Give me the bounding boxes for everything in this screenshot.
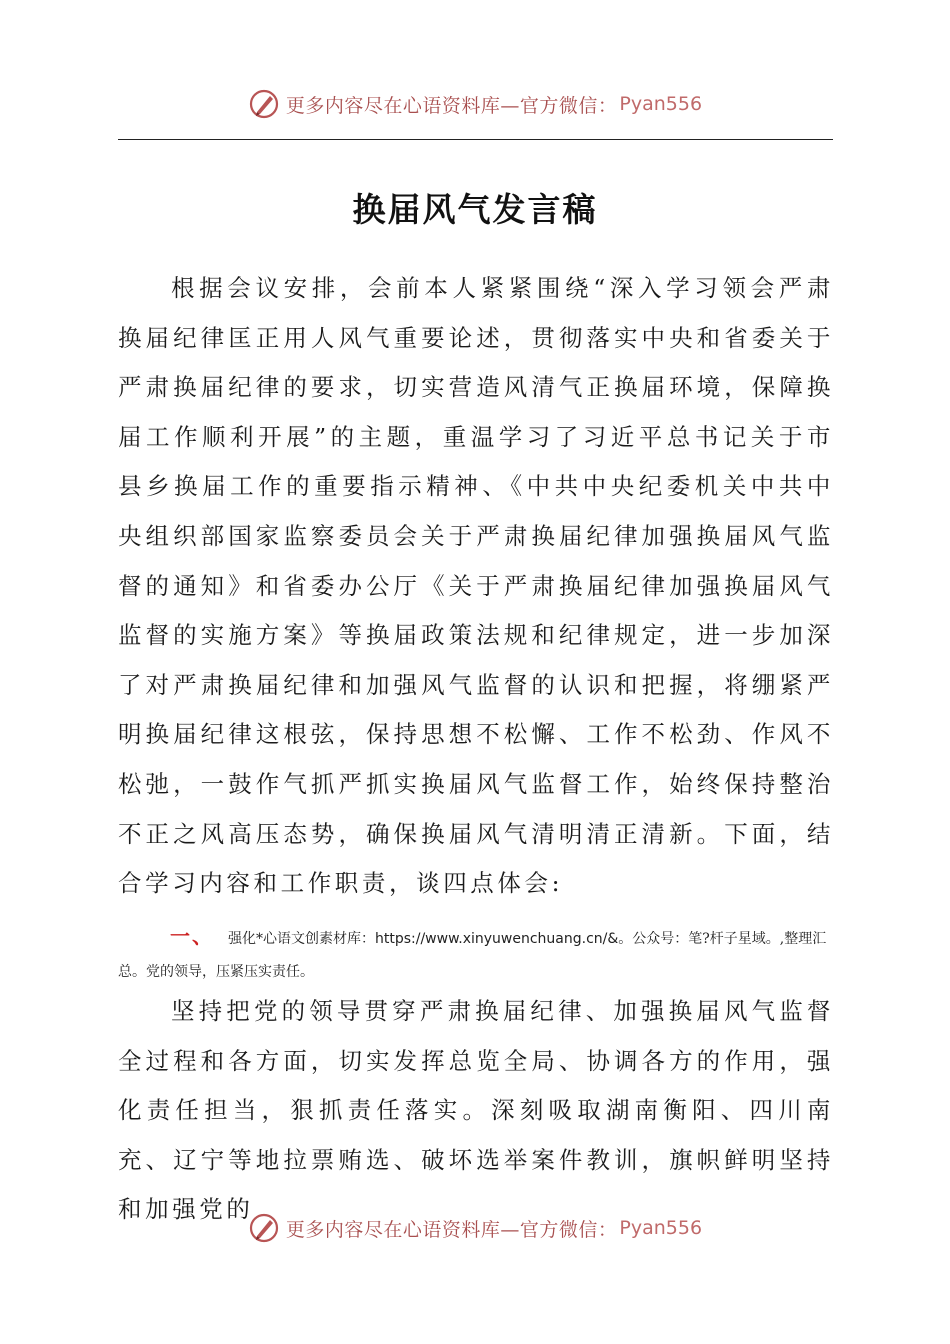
section-heading-url: https://www.xinyuwenchuang.cn/& (375, 931, 619, 947)
header-banner (0, 84, 950, 124)
paragraph-section-1: 坚持把党的领导贯穿严肃换届纪律、加强换届风气监督全过程和各方面，切实发挥总览全局、协调各方的作用，强化责任担当，狠抓责任落实。深刻吸取湖南衡阳、四川南充、辽宁等地拉票贿选、破坏选举案件教训，旗帜鲜明坚持和加强党的 (118, 997, 834, 1224)
pen-circle-icon (248, 88, 280, 120)
section-heading-text-b: 。公众号：笔?杆子星域。,整理汇总。党的领导，压紧压实责任。 (118, 931, 827, 980)
wechat-id: Pyan556 (619, 1217, 703, 1239)
wechat-id: Pyan556 (619, 93, 703, 115)
pen-circle-icon (248, 1212, 280, 1244)
footer-banner (0, 1208, 950, 1248)
banner-text: 更多内容尽在心语资料库—官方微信： (285, 94, 618, 117)
paragraph-intro: 根据会议安排，会前本人紧紧围绕“深入学习领会严肃换届纪律匡正用人风气重要论述，贯彻落实中央和省委关于严肃换届纪律的要求，切实营造风清气正换届环境，保障换届工作顺利开展”的主题，重温学习了习近平总书记关于市县乡换届工作的重要指示精神、《中共中央纪委机关中共中央组织部国家监察委员会关于严肃换届纪律加强换届风气监督的通知》和省委办公厅《关于严肃换届纪律加强换届风气监督的实施方案》等换届政策法规和纪律规定，进一步加深了对严肃换届纪律和加强风气监督的认识和把握，将绷紧严明换届纪律这根弦，保持思想不松懈、工作不松劲、作风不松弛，一鼓作气抓严抓实换届风气监督工作，始终保持整治不正之风高压态势，确保换届风气清明清正清新。下面，结合学习内容和工作职责，谈四点体会: (118, 274, 834, 898)
document-title: 换届风气发言稿 (352, 190, 598, 229)
section-heading-text-a: 强化*心语文创素材库： (228, 931, 375, 947)
section-number: 一、 (170, 924, 214, 948)
section-heading (118, 920, 834, 989)
header-rule (118, 139, 833, 140)
banner-text: 更多内容尽在心语资料库—官方微信： (285, 1218, 618, 1241)
